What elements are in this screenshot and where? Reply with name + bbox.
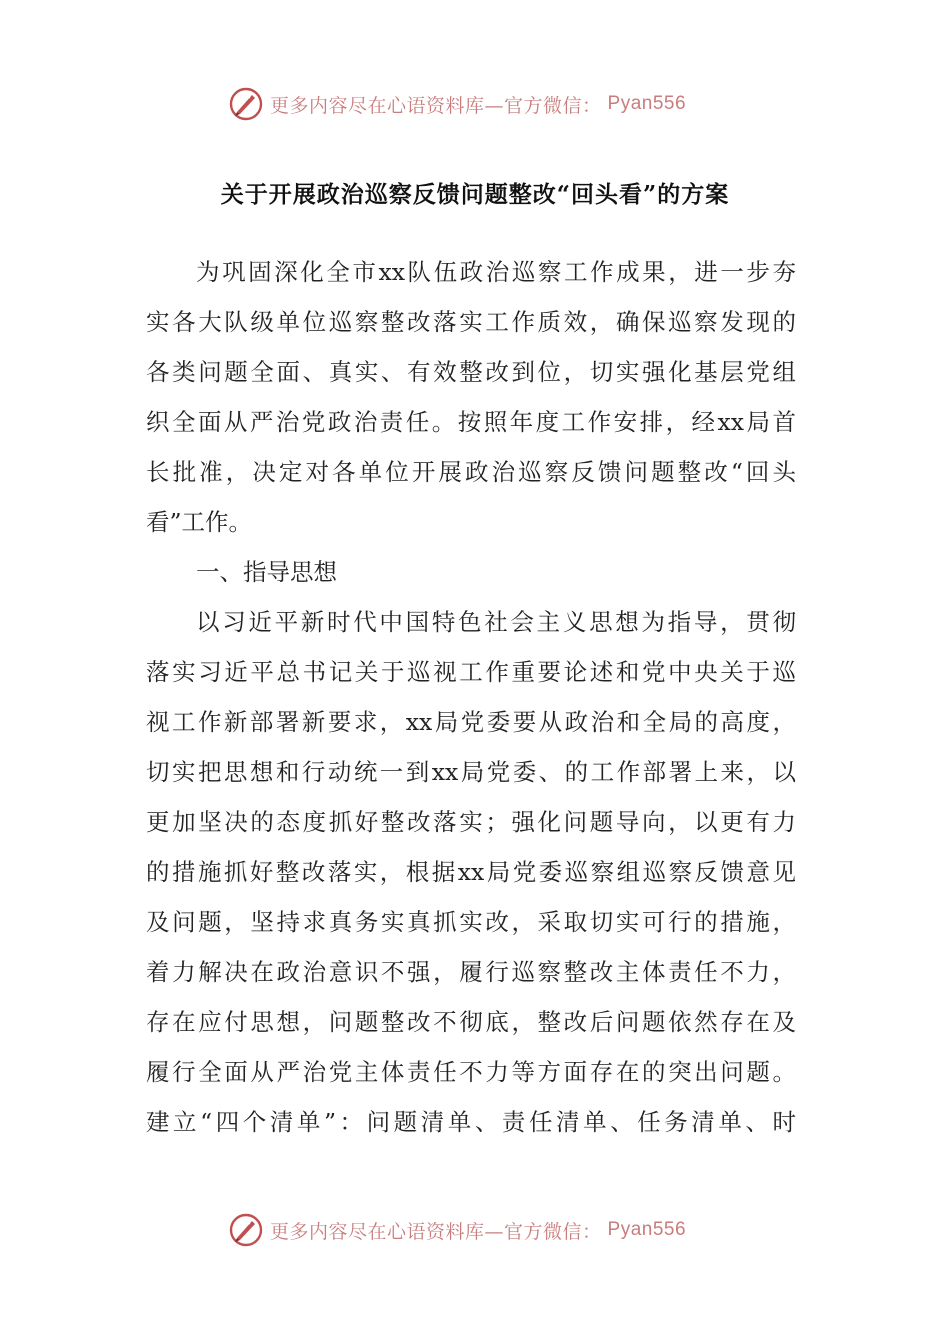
pen-logo-icon	[228, 86, 264, 122]
footer-banner	[228, 1210, 728, 1250]
banner-text: 更多内容尽在心语资料库—官方微信：	[270, 94, 602, 117]
paragraph-line: 更加坚决的态度抓好整改落实；强化问题导向，以更有力	[146, 808, 796, 836]
paragraph-line: 存在应付思想，问题整改不彻底，整改后问题依然存在及	[146, 1008, 796, 1036]
paragraph-line: 各类问题全面、真实、有效整改到位，切实强化基层党组	[146, 358, 796, 386]
paragraph-line: 为巩固深化全市xx队伍政治巡察工作成果，进一步夯	[196, 258, 796, 286]
paragraph-line: 及问题，坚持求真务实真抓实改，采取切实可行的措施，	[146, 908, 796, 936]
paragraph-line: 落实习近平总书记关于巡视工作重要论述和党中央关于巡	[146, 658, 796, 686]
paragraph-line: 看”工作。	[146, 508, 253, 536]
section-heading: 一、指导思想	[196, 558, 337, 586]
paragraph-line: 实各大队级单位巡察整改落实工作质效，确保巡察发现的	[146, 308, 796, 336]
paragraph-line: 建立“四个清单”：问题清单、责任清单、任务清单、时	[146, 1108, 796, 1136]
paragraph-line: 以习近平新时代中国特色社会主义思想为指导，贯彻	[196, 608, 796, 636]
paragraph-line: 的措施抓好整改落实，根据xx局党委巡察组巡察反馈意见	[146, 858, 796, 886]
paragraph-line: 织全面从严治党政治责任。按照年度工作安排，经xx局首	[146, 408, 796, 436]
document-title: 关于开展政治巡察反馈问题整改“回头看”的方案	[220, 181, 730, 208]
banner-wechat-id: Pyan556	[607, 93, 687, 114]
paragraph-line: 视工作新部署新要求，xx局党委要从政治和全局的高度，	[146, 708, 796, 736]
paragraph-line: 切实把思想和行动统一到xx局党委、的工作部署上来，以	[146, 758, 796, 786]
paragraph-line: 长批准，决定对各单位开展政治巡察反馈问题整改“回头	[146, 458, 796, 486]
pen-logo-icon	[228, 1212, 264, 1248]
banner-text: 更多内容尽在心语资料库—官方微信：	[270, 1220, 602, 1243]
paragraph-line: 履行全面从严治党主体责任不力等方面存在的突出问题。	[146, 1058, 796, 1086]
banner-wechat-id: Pyan556	[607, 1219, 687, 1240]
paragraph-line: 着力解决在政治意识不强，履行巡察整改主体责任不力，	[146, 958, 796, 986]
header-banner	[228, 84, 728, 124]
document-body	[146, 247, 796, 1147]
